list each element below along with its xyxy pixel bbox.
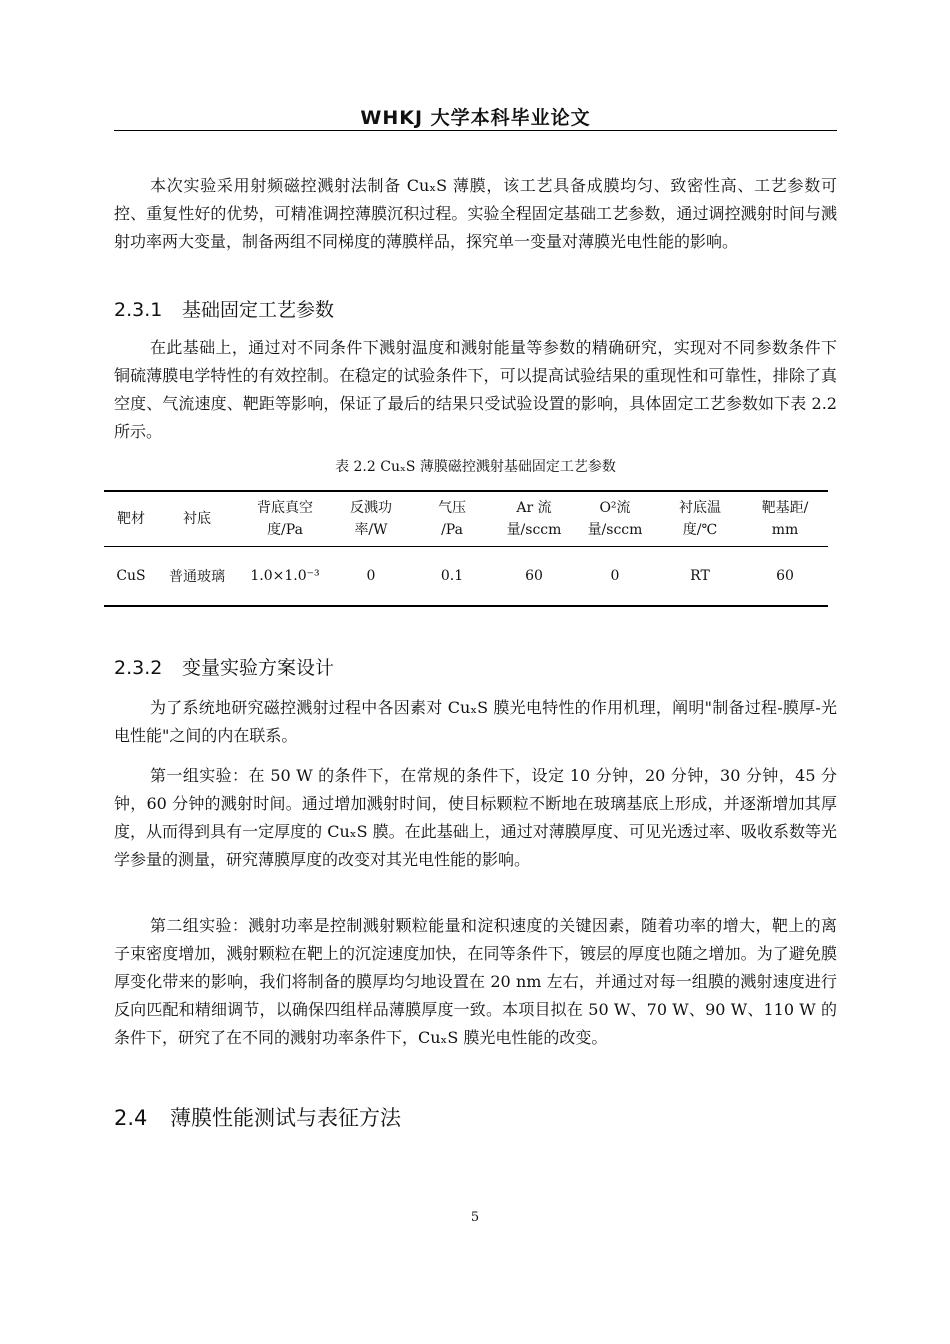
section-title: 变量实验方案设计 <box>182 657 335 679</box>
section-number: 2.3.1 <box>114 299 163 321</box>
table-cell: 0 <box>572 547 658 607</box>
table-cell: 60 <box>496 547 572 607</box>
table-header-cell: O²流 量/sccm <box>572 491 658 547</box>
table-header-cell: 反溅功 率/W <box>334 491 408 547</box>
section-heading-2-3-2 <box>114 653 334 680</box>
table-row <box>104 547 828 607</box>
table-cell: 1.0×1.0⁻³ <box>236 547 334 607</box>
table-cell: 0 <box>334 547 408 607</box>
table-header-row <box>104 491 828 547</box>
table-header-cell: 靶材 <box>104 491 158 547</box>
section-number: 2.3.2 <box>114 657 163 679</box>
header-rule <box>114 130 837 131</box>
group-two-paragraph: 第二组实验：溅射功率是控制溅射颗粒能量和淀积速度的关键因素，随着功率的增大，靶上的离子束密度增加，溅射颗粒在靶上的沉淀速度加快，在同等条件下，镀层的厚度也随之增加。为了避免膜厚变化带来的影响，我们将制备的膜厚均匀地设置在 20 nm 左右，并通过对每一组膜的溅射速度进行反向匹配和精细调节，以确保四组样品薄膜厚度一致。本项目拟在 50 W、70 W、90 W、110 W 的条件下，研究了在不同的溅射功率条件下，CuₓS 膜光电性能的改变。 <box>114 916 837 1047</box>
page-number: 5 <box>470 1210 480 1225</box>
table-caption: 表 2.2 CuₓS 薄膜磁控溅射基础固定工艺参数 <box>335 459 616 475</box>
table-header-cell: Ar 流 量/sccm <box>496 491 572 547</box>
table-header-cell: 靶基距/ mm <box>742 491 828 547</box>
table-cell: 60 <box>742 547 828 607</box>
section-title: 薄膜性能测试与表征方法 <box>170 1106 401 1130</box>
table-header-cell: 衬底 <box>158 491 236 547</box>
section-heading-2-4 <box>114 1102 401 1132</box>
intro-paragraph: 本次实验采用射频磁控溅射法制备 CuₓS 薄膜，该工艺具备成膜均匀、致密性高、工艺参数可控、重复性好的优势，可精准调控薄膜沉积过程。实验全程固定基础工艺参数，通过调控溅射时间与溅射功率两大变量，制备两组不同梯度的薄膜样品，探究单一变量对薄膜光电性能的影响。 <box>114 176 837 251</box>
table-cell: CuS <box>104 547 158 607</box>
page-header: WHKJ 大学本科毕业论文 <box>360 107 591 129</box>
table-header-cell: 衬底温 度/℃ <box>658 491 742 547</box>
section-heading-2-3-1 <box>114 295 334 322</box>
table-cell: RT <box>658 547 742 607</box>
table-header-cell: 背底真空 度/Pa <box>236 491 334 547</box>
section-title: 基础固定工艺参数 <box>182 299 335 321</box>
table-cell: 0.1 <box>408 547 496 607</box>
section-2-3-2-intro: 为了系统地研究磁控溅射过程中各因素对 CuₓS 膜光电特性的作用机理，阐明"制备过程-膜厚-光电性能"之间的内在联系。 <box>114 698 837 745</box>
group-one-paragraph: 第一组实验：在 50 W 的条件下，在常规的条件下，设定 10 分钟，20 分钟，30 分钟，45 分钟，60 分钟的溅射时间。通过增加溅射时间，使目标颗粒不断地在玻璃基底上形成，并逐渐增加其厚度，从而得到具有一定厚度的 CuₓS 膜。在此基础上，通过对薄膜厚度、可见光透过率、吸收系数等光学参量的测量，研究薄膜厚度的改变对其光电性能的影响。 <box>114 766 837 869</box>
section-number: 2.4 <box>114 1106 148 1130</box>
table-cell: 普通玻璃 <box>158 547 236 607</box>
process-parameters-table <box>104 490 828 607</box>
table-header-cell: 气压 /Pa <box>408 491 496 547</box>
section-2-3-1-paragraph: 在此基础上，通过对不同条件下溅射温度和溅射能量等参数的精确研究，实现对不同参数条件下铜硫薄膜电学特性的有效控制。在稳定的试验条件下，可以提高试验结果的重现性和可靠性，排除了真空度、气流速度、靶距等影响，保证了最后的结果只受试验设置的影响，具体固定工艺参数如下表 2.2 所示。 <box>114 338 837 441</box>
